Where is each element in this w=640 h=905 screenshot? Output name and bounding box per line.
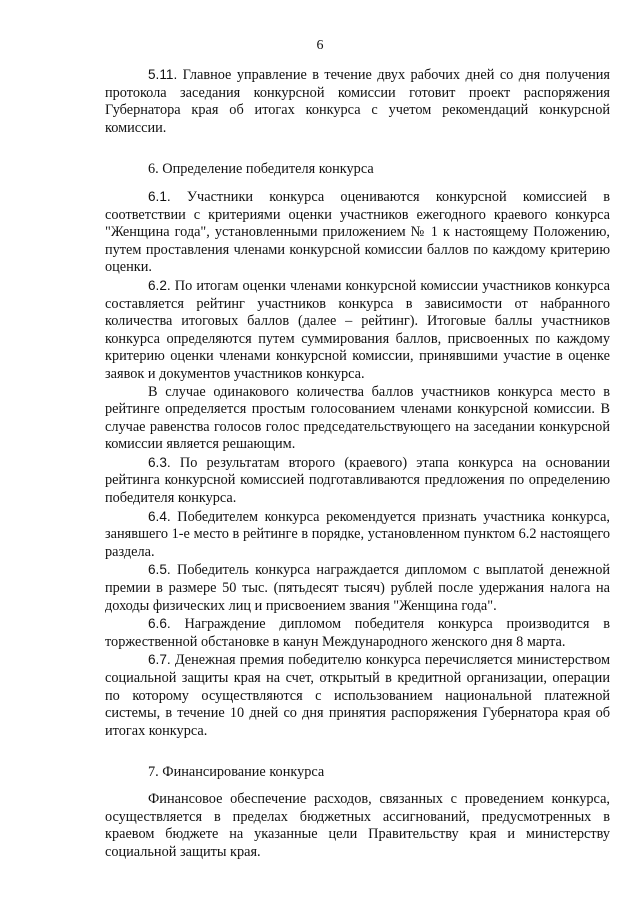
paragraph-6-4 [105,508,610,562]
clause-number: 6.7. [148,652,171,668]
section-number: 6. [148,161,159,178]
paragraph-6-1 [105,188,610,277]
paragraph-text: Денежная премия победителю конкурса перечисляется министерством социальной защиты края на счет, открытый в кредитной организации, операции по которому осуществляются с использованием национальной платежной системы, в течение 10 дней со дня принятия распоряжения Губернатора края об итогах конкурса. [105,652,610,739]
paragraph-text: По результатам второго (краевого) этапа конкурса на основании рейтинга конкурсной комиссией подготавливаются предложения по определению победителя конкурса. [105,454,610,507]
page-number: 6 [316,38,324,53]
section-number: 7. [148,764,159,781]
paragraph-6-7 [105,651,610,740]
section-title: Финансирование конкурса [158,764,325,781]
paragraph-text: Финансовое обеспечение расходов, связанных с проведением конкурса, осуществляется в пределах бюджетных ассигнований, предусмотренных в краевом бюджете на указанные цели Правительству края и министерству социальной защиты края. [105,790,610,860]
clause-number: 6.2. [148,277,171,293]
paragraph-6-2-continued [105,384,610,454]
paragraph-text: В случае одинакового количества баллов участников конкурса место в рейтинге определяется простым голосованием членами конкурсной комиссии. В случае равенства голосов голос председательствующего на заседании конкурсной комиссии является решающим. [105,383,610,453]
paragraph-text: Участники конкурса оцениваются конкурсной комиссией в соответствии с критериями оценки участников ежегодного краевого конкурса "Женщина года", установленными приложением № 1 к настоящему Положению, путем проставления членами конкурсной комиссии баллов по каждому критерию оценки. [105,188,610,276]
paragraph-7 [105,791,610,861]
section-heading-6 [105,161,610,179]
section-title: Определение победителя конкурса [158,161,374,178]
clause-number: 5.11. [148,67,178,82]
paragraph-6-2 [105,277,610,384]
paragraph-6-3 [105,454,610,508]
paragraph-6-5 [105,561,610,615]
document-body [105,66,610,861]
clause-number: 6.5. [148,562,171,578]
clause-number: 6.6. [148,616,171,632]
paragraph-text: Главное управление в течение двух рабочих дней со дня получения протокола заседания конкурсной комиссии готовит проект распоряжения Губернатора края об итогах конкурса с учетом рекомендаций конкурсной комиссии. [105,67,610,136]
paragraph-6-6 [105,615,610,651]
paragraph-text: Победитель конкурса награждается дипломом с выплатой денежной премии в размере 50 тыс. (пятьдесят тысяч) рублей после удержания налога на доходы физических лиц и присвоением звания "Женщина года". [105,562,610,614]
paragraph-5-11 [105,66,610,137]
section-heading-7 [105,764,610,782]
paragraph-text: Победителем конкурса рекомендуется признать участника конкурса, занявшего 1-е место в рейтинге в порядке, установленном пунктом 6.2 настоящего раздела. [105,508,610,560]
clause-number: 6.3. [148,454,171,470]
paragraph-text: По итогам оценки членами конкурсной комиссии участников конкурса составляется рейтинг участников конкурса в зависимости от набранного количества итоговых баллов (далее – рейтинг). Итоговые баллы участников конкурса определяются путем суммирования баллов, присвоенных по каждому критерию оценки членами конкурсной комиссии, принявшими участие в оценке заявок и документов участников конкурса. [105,277,610,382]
clause-number: 6.4. [148,508,171,524]
clause-number: 6.1. [148,188,171,204]
paragraph-text: Награждение дипломом победителя конкурса производится в торжественной обстановке в канун Международного женского дня 8 марта. [105,616,610,650]
